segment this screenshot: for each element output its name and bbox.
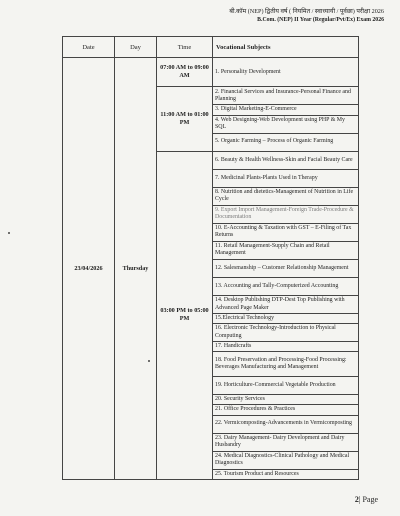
subject-item: 21. Office Procedures & Practices: [213, 405, 359, 415]
time-slot-midday: 11:00 AM to 01:00 PM: [157, 87, 213, 151]
subject-item: 2. Financial Services and Insurance-Personal Finance and Planning: [213, 87, 359, 105]
subject-item: 3. Digital Marketing-E-Commerce: [213, 105, 359, 115]
subject-item: 5. Organic Farming – Process of Organic Farming: [213, 133, 359, 151]
subject-item: 25. Tourism Product and Resources: [213, 469, 359, 479]
header-day: Day: [115, 37, 157, 58]
header-english-title: B.Com. (NEP) II Year (Regular/Pvt/Ex) Exam 2026: [257, 17, 384, 23]
subject-item: 1. Personality Development: [213, 58, 359, 87]
exam-date: 23/04/2026: [63, 58, 115, 480]
subject-item: 20. Security Services: [213, 395, 359, 405]
table-header-row: [63, 37, 359, 58]
header-vocational-subjects: Vocational Subjects: [213, 37, 359, 58]
scan-speck: [8, 232, 10, 234]
header-time: Time: [157, 37, 213, 58]
subject-item: 15.Electrical Technology: [213, 314, 359, 324]
subject-item: 7. Medicinal Plants-Plants Used in Therapy: [213, 169, 359, 187]
subject-item: 23. Dairy Management- Dairy Development and Dairy Husbandry: [213, 433, 359, 451]
exam-header: [184, 8, 384, 24]
subject-item: 16. Electronic Technology-Introduction to Physical Computing: [213, 324, 359, 342]
subject-item: 10. E-Accounting & Taxation with GST – E-Filing of Tax Returns: [213, 223, 359, 241]
subject-item: 6. Beauty & Health Wellness-Skin and Facial Beauty Care: [213, 151, 359, 169]
page-label: | Page: [358, 495, 378, 504]
header-date: Date: [63, 37, 115, 58]
header-hindi-title: बी.कॉम (NEP) द्वितीय वर्ष ( नियमित / स्वाध्यायी / पूर्वछा) परीक्षा 2026: [229, 8, 384, 15]
time-slot-morning: 07:00 AM to 09:00 AM: [157, 58, 213, 87]
subject-item: 4. Web Designing-Web Development using PHP & My SQL: [213, 115, 359, 133]
exam-timetable: [62, 36, 359, 480]
page-number-value: 2: [354, 495, 359, 504]
subject-item: 17. Handicrafts: [213, 342, 359, 352]
time-slot-afternoon: 03:00 PM to 05:00 PM: [157, 151, 213, 479]
subject-item: 8. Nutrition and dietetics-Management of Nutrition in Life Cycle: [213, 187, 359, 205]
page-number: [355, 495, 378, 504]
subject-item: 14. Desktop Publishing DTP-Dest Top Publishing with Advanced Page Maker: [213, 295, 359, 313]
subject-item: 9. Export Import Management-Foreign Trade-Procedure & Documentation: [213, 205, 359, 223]
subject-item: 11. Retail Management-Supply Chain and Retail Management: [213, 241, 359, 259]
table-row: [63, 58, 359, 87]
scan-speck: [148, 360, 150, 362]
subject-item: 22. Vermicomposting-Advancements in Vermicomposting: [213, 415, 359, 433]
subject-item: 12. Salesmanship – Customer Relationship Management: [213, 259, 359, 277]
subject-item: 13. Accounting and Tally-Computerized Accounting: [213, 277, 359, 295]
subject-item: 24. Medical Diagnostics-Clinical Pathology and Medical Diagnostics: [213, 451, 359, 469]
exam-day: Thursday: [115, 58, 157, 480]
subject-item: 19. Horticulture-Commercial Vegetable Production: [213, 377, 359, 395]
subject-item: 18. Food Preservation and Processing-Food Processing: Beverages Manufacturing and Management: [213, 352, 359, 377]
